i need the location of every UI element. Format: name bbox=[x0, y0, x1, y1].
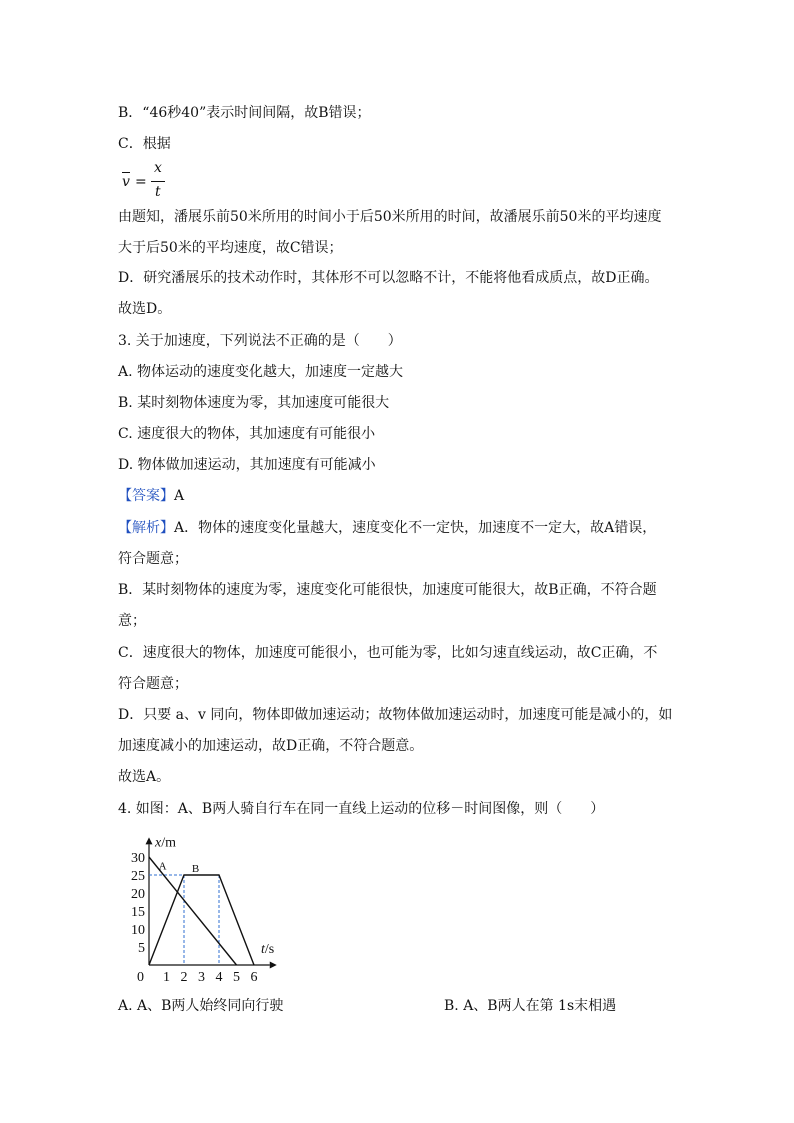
q3-answer bbox=[118, 486, 184, 506]
option-b-explanation: B．“46秒40”表示时间间隔，故B错误； bbox=[118, 105, 371, 121]
formula-numerator: x bbox=[154, 160, 162, 176]
answer-value: A bbox=[174, 488, 185, 504]
y-tick-label: 15 bbox=[131, 905, 145, 920]
x-axis-label: t/s bbox=[261, 942, 275, 957]
x-tick-label: 3 bbox=[198, 970, 205, 985]
v-bar bbox=[122, 172, 130, 173]
option-c-text-1: 由题知，潘展乐前50米所用的时间小于后50米所用的时间，故潘展乐前50米的平均速度 bbox=[118, 209, 662, 225]
x-tick-label: 1 bbox=[163, 970, 170, 985]
q3-analysis-line-6: 符合题意； bbox=[118, 676, 188, 692]
analysis-tag: 【解析】 bbox=[118, 520, 174, 536]
x-tick-label: 6 bbox=[250, 970, 258, 985]
series-label-b: B bbox=[191, 863, 200, 876]
y-axis-label: x/m bbox=[155, 835, 176, 851]
option-c-text-2: 大于后50米的平均速度，故C错误； bbox=[118, 240, 343, 256]
fraction-bar bbox=[151, 181, 165, 182]
y-tick-label: 30 bbox=[131, 851, 145, 866]
option-c-intro: C．根据 bbox=[118, 136, 171, 152]
series-line-b bbox=[149, 875, 254, 965]
q3-analysis-line-3: B．某时刻物体的速度为零，速度变化可能很快，加速度可能很大，故B正确，不符合题 bbox=[118, 582, 657, 598]
analysis-text: A．物体的速度变化量越大，速度变化不一定快，加速度不一定大，故A错误， bbox=[174, 520, 657, 536]
series-label-a: A bbox=[158, 860, 167, 873]
q3-analysis-line-9: 故选A。 bbox=[118, 769, 171, 785]
conclusion-q2: 故选D。 bbox=[118, 301, 172, 317]
q4-option-a: A. A、B两人始终同向行驶 bbox=[118, 998, 284, 1014]
q3-analysis-line-7: D．只要 a、v 同向，物体即做加速运动；故物体做加速运动时，加速度可能是减小的，如 bbox=[118, 707, 673, 723]
q3-option-a: A. 物体运动的速度变化越大，加速度一定越大 bbox=[118, 364, 404, 380]
q3-option-b: B. 某时刻物体速度为零，其加速度可能很大 bbox=[118, 395, 390, 411]
x-tick-label: 4 bbox=[215, 970, 223, 985]
formula-v: v bbox=[122, 174, 130, 190]
y-tick-label: 5 bbox=[138, 941, 145, 956]
answer-tag: 【答案】 bbox=[118, 488, 174, 504]
average-velocity-formula bbox=[118, 160, 178, 204]
q3-analysis-line-4: 意； bbox=[118, 613, 146, 629]
q4-option-b: B. A、B两人在第 1s末相遇 bbox=[444, 998, 617, 1014]
x-tick-label: 2 bbox=[180, 970, 188, 985]
x-tick-label: 5 bbox=[233, 970, 240, 985]
displacement-time-chart bbox=[118, 828, 318, 988]
y-tick-label: 20 bbox=[131, 887, 145, 902]
q3-analysis-line-2: 符合题意； bbox=[118, 551, 188, 567]
question-4-stem: 4. 如图：A、B两人骑自行车在同一直线上运动的位移－时间图像，则（ ） bbox=[118, 801, 605, 817]
y-axis-arrow bbox=[146, 837, 153, 844]
formula-denominator: t bbox=[155, 184, 161, 200]
y-tick-label: 25 bbox=[131, 869, 145, 884]
q3-option-d: D. 物体做加速运动，其加速度有可能减小 bbox=[118, 457, 376, 473]
q3-option-c: C. 速度很大的物体，其加速度有可能很小 bbox=[118, 426, 376, 442]
question-3-stem: 3. 关于加速度，下列说法不正确的是（ ） bbox=[118, 333, 402, 349]
q3-analysis-line-8: 加速度减小的加速运动，故D正确，不符合题意。 bbox=[118, 738, 424, 754]
option-d-text: D．研究潘展乐的技术动作时，其体形不可以忽略不计，不能将他看成质点，故D正确。 bbox=[118, 270, 659, 286]
x-tick-label: 0 bbox=[137, 970, 144, 985]
formula-equals: = bbox=[135, 174, 147, 190]
y-tick-label: 10 bbox=[131, 923, 145, 938]
q3-analysis-line-5: C．速度很大的物体，加速度可能很小，也可能为零，比如匀速直线运动，故C正确，不 bbox=[118, 645, 658, 661]
x-axis-arrow bbox=[270, 962, 277, 969]
q3-analysis-line-1 bbox=[118, 518, 656, 538]
